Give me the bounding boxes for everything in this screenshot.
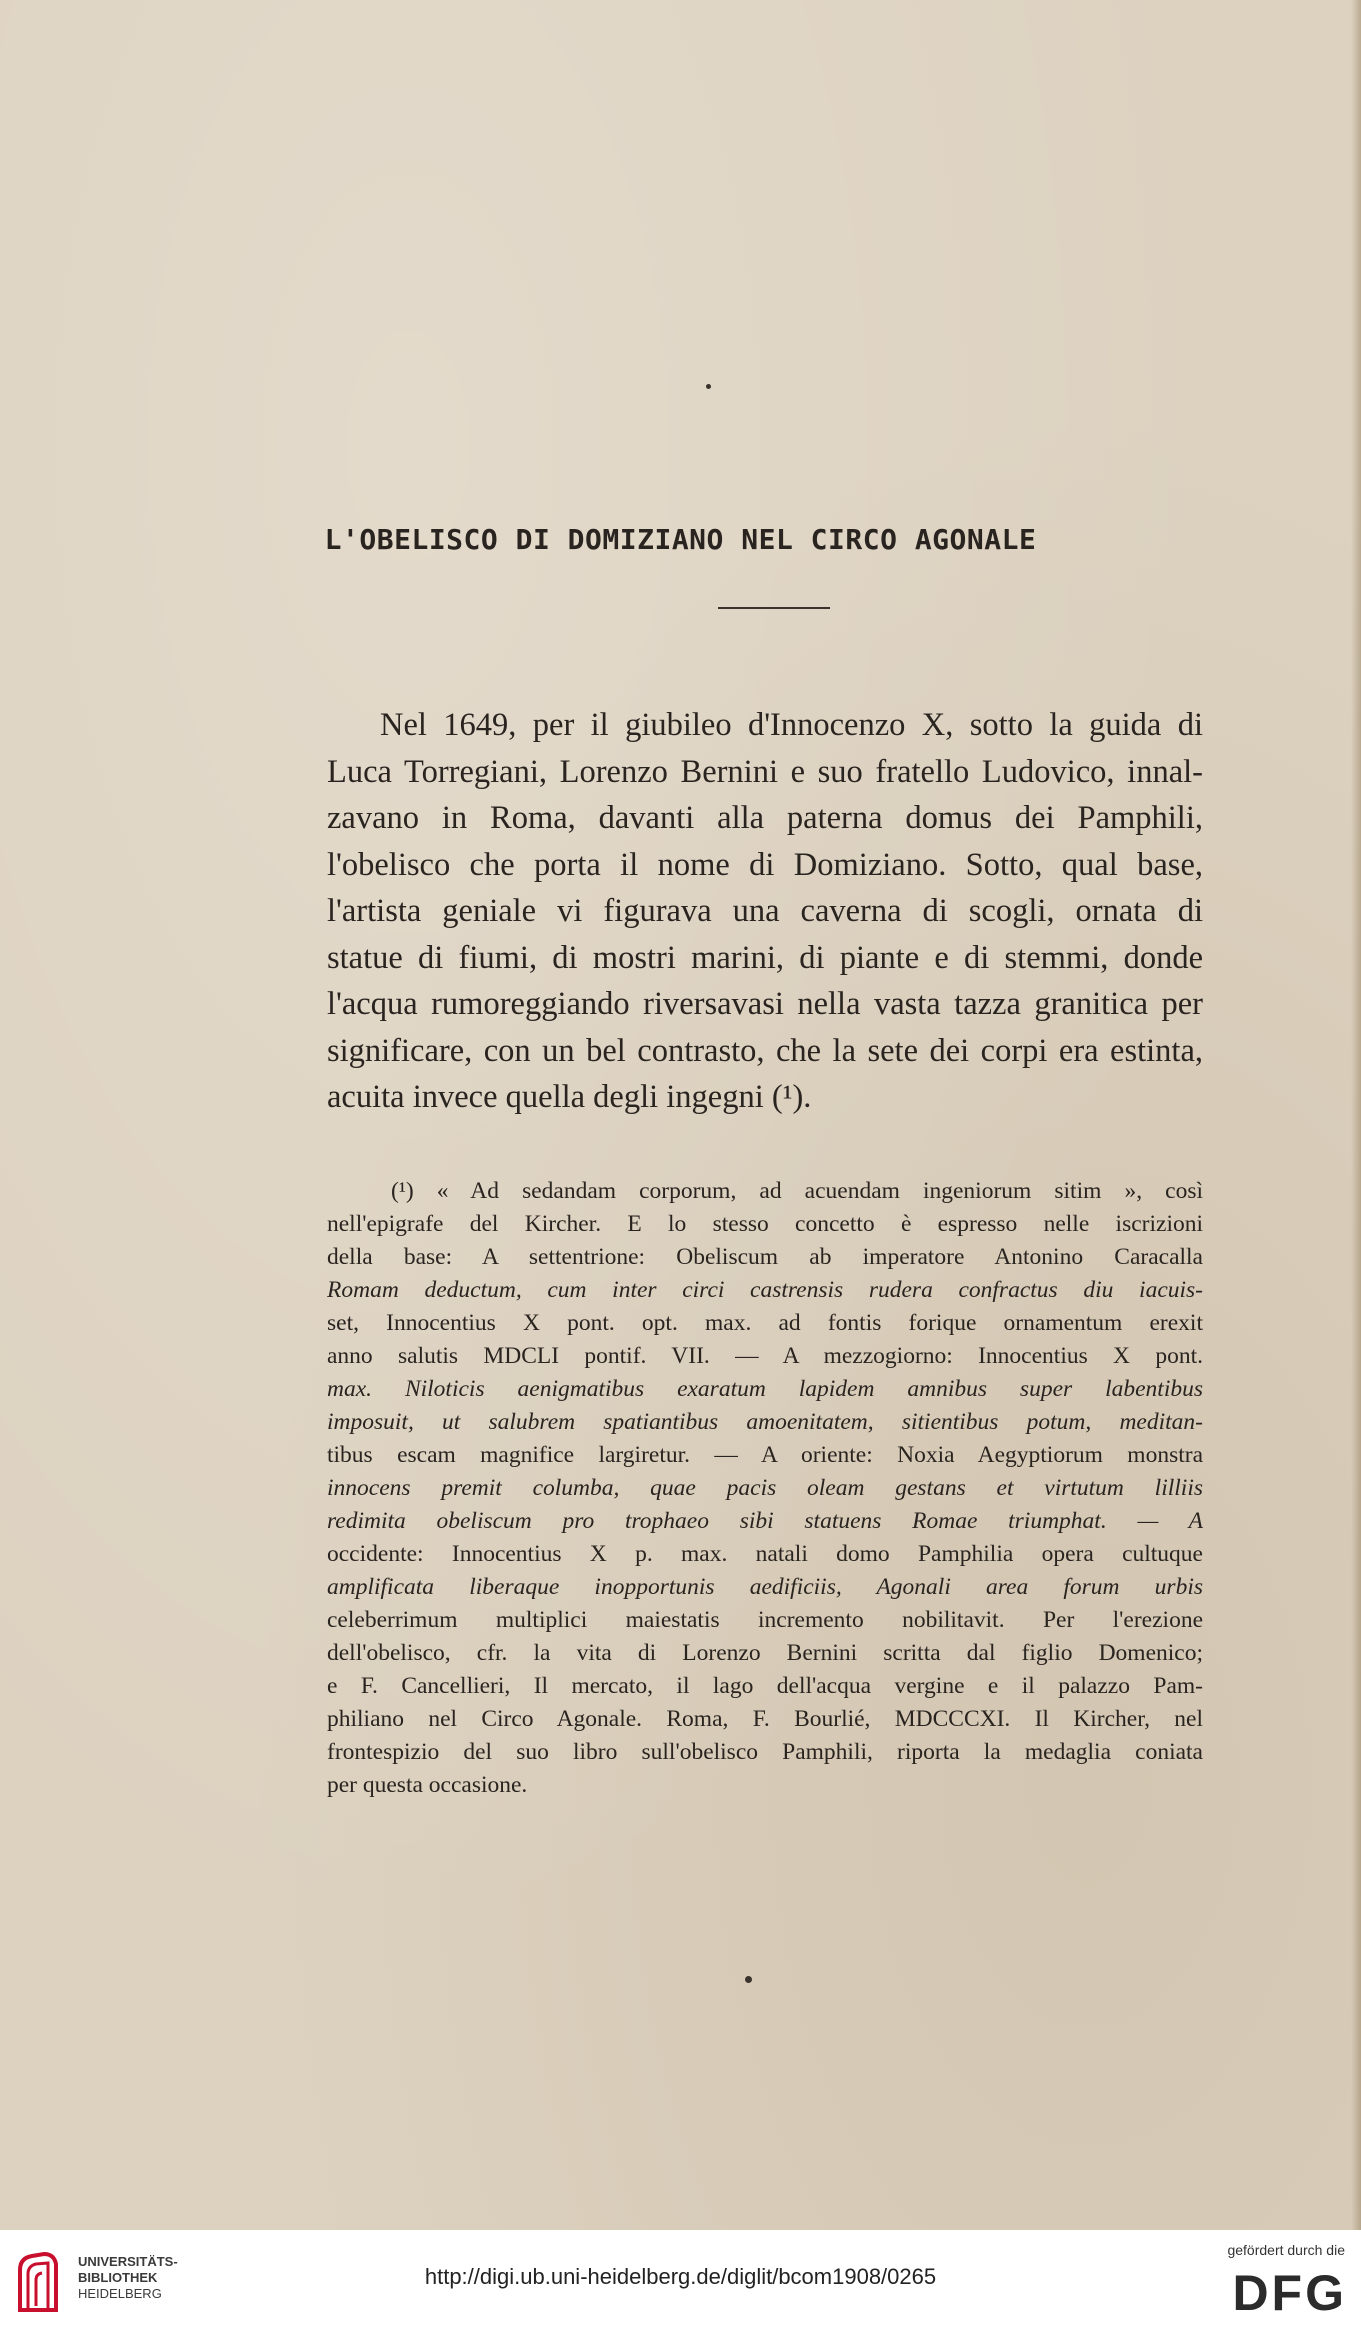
footnote-line: frontespizio del suo libro sull'obelisco Pamphili, riporta la medaglia coniata xyxy=(327,1739,1203,1765)
footnote-line: amplificata liberaque inopportunis aedificiis, Agonali area forum urbis xyxy=(327,1574,1203,1600)
body-line: l'artista geniale vi figurava una caverna di scogli, ornata di xyxy=(327,893,1203,929)
speck xyxy=(706,384,711,389)
footnote-line: occidente: Innocentius X p. max. natali domo Pamphilia opera cultuque xyxy=(327,1541,1203,1567)
body-line: statue di fiumi, di mostri marini, di piante e di stemmi, donde xyxy=(327,939,1203,976)
footnote-line: innocens premit columba, quae pacis oleam gestans et virtutum lilliis xyxy=(327,1475,1203,1501)
title-rule xyxy=(718,607,830,609)
footnote-line: anno salutis MDCLI pontif. VII. — A mezzogiorno: Innocentius X pont. xyxy=(327,1343,1203,1369)
library-name-line: UNIVERSITÄTS- xyxy=(78,2254,178,2269)
body-line: Luca Torregiani, Lorenzo Bernini e suo fratello Ludovico, innal- xyxy=(327,753,1203,790)
body-line: l'obelisco che porta il nome di Domiziano. Sotto, qual base, xyxy=(327,846,1203,883)
library-name-line: BIBLIOTHEK xyxy=(78,2270,158,2285)
article-title: L'OBELISCO DI DOMIZIANO NEL CIRCO AGONALE xyxy=(324,523,1037,556)
footnote-line: dell'obelisco, cfr. la vita di Lorenzo Bernini scritta dal figlio Domenico; xyxy=(327,1640,1203,1666)
dfg-logo: DFG xyxy=(1232,2265,1347,2321)
footnote-line: nell'epigrafe del Kircher. E lo stesso concetto è espresso nelle iscrizioni xyxy=(327,1211,1203,1237)
footnote-line: tibus escam magnifice largiretur. — A oriente: Noxia Aegyptiorum monstra xyxy=(327,1442,1203,1468)
footnote-line: celeberrimum multiplici maiestatis incremento nobilitavit. Per l'erezione xyxy=(327,1607,1203,1633)
footnote-line: della base: A settentrione: Obeliscum ab imperatore Antonino Caracalla xyxy=(327,1244,1203,1270)
body-line: acuita invece quella degli ingegni (¹). xyxy=(327,1079,812,1115)
footnote-line: philiano nel Circo Agonale. Roma, F. Bourlié, MDCCCXI. Il Kircher, nel xyxy=(327,1706,1203,1732)
footnote-line: imposuit, ut salubrem spatiantibus amoenitatem, sitientibus potum, meditan- xyxy=(327,1409,1203,1435)
body-line: zavano in Roma, davanti alla paterna domus dei Pamphili, xyxy=(327,800,1203,836)
footnote-line: (¹) « Ad sedandam corporum, ad acuendam ingeniorum sitim », così xyxy=(391,1178,1203,1204)
footnote-line: e F. Cancellieri, Il mercato, il lago dell'acqua vergine e il palazzo Pam- xyxy=(327,1673,1203,1699)
library-name-line: HEIDELBERG xyxy=(78,2286,162,2301)
body-line: Nel 1649, per il giubileo d'Innocenzo X, sotto la guida di xyxy=(380,707,1203,743)
page-edge-shadow xyxy=(1351,0,1361,2230)
footnote xyxy=(327,1175,1203,1802)
footnote-line: set, Innocentius X pont. opt. max. ad fontis forique ornamentum erexit xyxy=(327,1310,1203,1336)
footnote-line: per questa occasione. xyxy=(327,1772,528,1798)
footnote-line: Romam deductum, cum inter circi castrensis rudera confractus diu iacuis- xyxy=(327,1277,1203,1303)
body-paragraph xyxy=(327,702,1203,1121)
funded-by-label: gefördert durch die xyxy=(1227,2242,1345,2258)
footnote-line: redimita obeliscum pro trophaeo sibi statuens Romae triumphat. — A xyxy=(327,1508,1203,1534)
body-line: significare, con un bel contrasto, che la sete dei corpi era estinta, xyxy=(327,1032,1203,1069)
permalink-url[interactable]: http://digi.ub.uni-heidelberg.de/diglit/bcom1908/0265 xyxy=(424,2264,937,2289)
speck xyxy=(745,1976,752,1983)
footnote-line: max. Niloticis aenigmatibus exaratum lapidem amnibus super labentibus xyxy=(327,1376,1203,1402)
body-line: l'acqua rumoreggiando riversavasi nella vasta tazza granitica per xyxy=(327,986,1203,1022)
digitization-footer xyxy=(0,2230,1361,2328)
